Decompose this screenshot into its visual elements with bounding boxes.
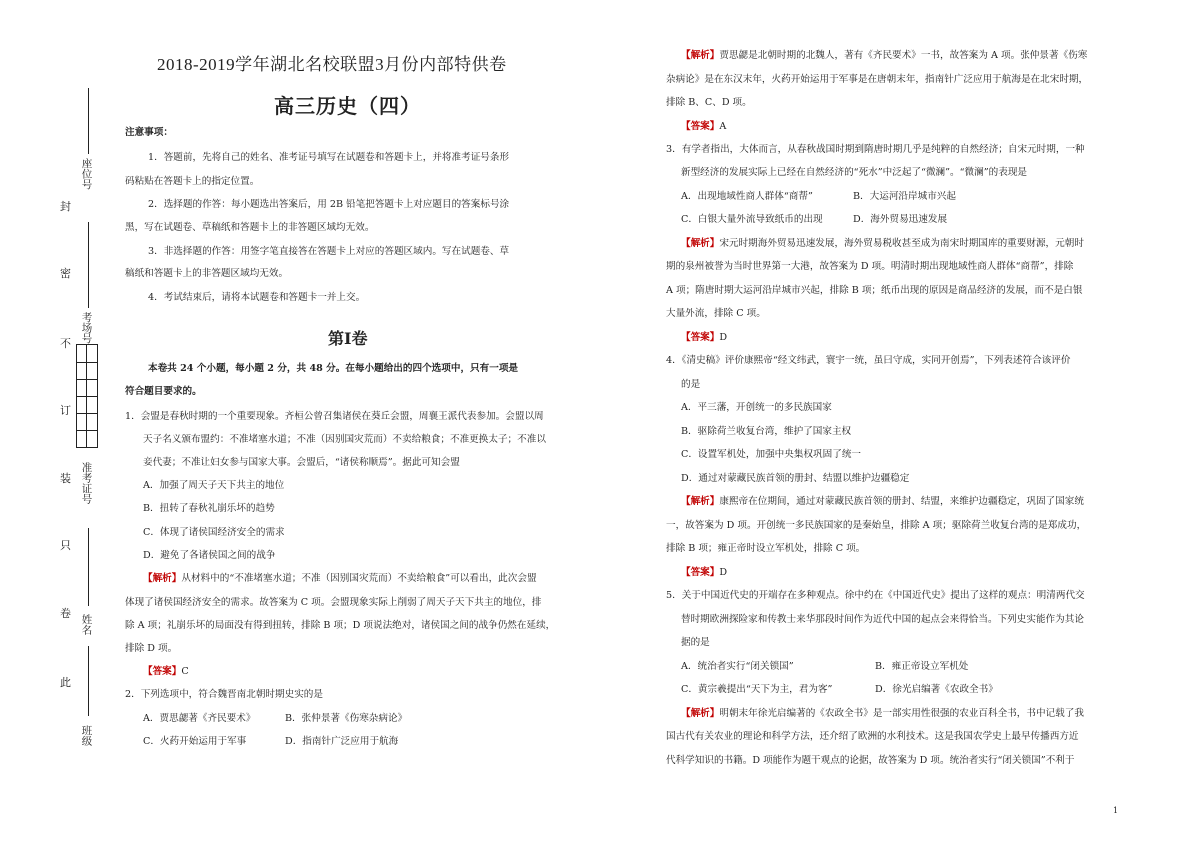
q5-analysis: 代科学知识的书籍。D 项能作为题干观点的论据，故答案为 D 项。统治者实行“闭关锁国”不利于: [666, 755, 1075, 766]
q4-analysis: 【解析】康熙帝在位期间，通过对蒙藏民族首领的册封、结盟，来维护边疆稳定，巩固了国家统: [681, 496, 1084, 507]
q5-analysis: 国古代有关农业的理论和科学方法，还介绍了欧洲的水利技术。这是我国农学史上最早传播西方近: [666, 731, 1079, 742]
notice-heading: 注意事项：: [125, 127, 173, 138]
q4-analysis: 排除 B 项；雍正帝时设立军机处，排除 C 项。: [666, 543, 866, 554]
notice-item: 稿纸和答题卡上的非答题区域均无效。: [125, 268, 289, 279]
q3-stem: 新型经济的发展实际上已经在自然经济的“死水”中泛起了“微澜”。“微澜”的表现是: [681, 167, 1028, 178]
q2-analysis: 杂病论》是在东汉末年，火药开始运用于军事是在唐朝末年，指南针广泛应用于航海是在北宋时期，: [666, 74, 1089, 85]
q5-stem: 据的是: [681, 637, 710, 648]
field-seat-line: [88, 88, 89, 154]
field-exam-room-line: [88, 222, 89, 308]
page-title: 高三历史（四）: [274, 94, 421, 118]
q1-option: D．避免了各诸侯国之间的战争: [143, 550, 276, 561]
notice-item: 4．考试结束后，请将本试题卷和答题卡一并上交。: [148, 292, 366, 303]
q5-stem: 5．关于中国近代史的开端存在多种观点。徐中约在《中国近代史》提出了这样的观点：明清两代交: [666, 590, 1085, 601]
q3-analysis: 【解析】宋元时期海外贸易迅速发展，海外贸易税收甚至成为南宋时期国库的重要财源，元朝时: [681, 238, 1084, 249]
field-name-line: [88, 646, 89, 716]
notice-item: 码粘贴在答题卡上的指定位置。: [125, 176, 260, 187]
q2-option: A．贾思勰著《齐民要术》: [143, 713, 256, 724]
q2-option: B．张仲景著《伤寒杂病论》: [285, 713, 408, 724]
analysis-tag: 【解析】: [143, 573, 182, 584]
answer-tag: 【答案】: [681, 567, 720, 578]
exam-header: 2018-2019学年湖北名校联盟3月份内部特供卷: [157, 55, 507, 74]
q5-option: B．雍正帝设立军机处: [875, 661, 969, 672]
seal-char-juan: 卷: [60, 607, 71, 620]
q4-stem: 4．《清史稿》评价康熙帝“经文纬武，寰宇一统，虽曰守成，实同开创焉”，下列表述符合该评价: [666, 355, 1071, 366]
q2-analysis: 排除 B、C、D 项。: [666, 97, 752, 108]
answer-tag: 【答案】: [681, 332, 720, 343]
analysis-tag: 【解析】: [681, 238, 720, 249]
q2-answer: 【答案】A: [681, 121, 727, 132]
analysis-tag: 【解析】: [681, 496, 720, 507]
seal-char-zhuang: 装: [60, 472, 71, 485]
q5-option: A．统治者实行“闭关锁国”: [681, 661, 794, 672]
notice-item: 2．选择题的作答：每小题选出答案后，用 2B 铅笔把答题卡上对应题目的答案标号涂: [148, 199, 510, 210]
q3-analysis: A 项；隋唐时期大运河沿岸城市兴起，排除 B 项；纸币出现的原因是商品经济的发展，而不是白银: [666, 285, 1083, 296]
notice-item: 3．非选择题的作答：用签字笔直接答在答题卡上对应的答题区域内。写在试题卷、草: [148, 246, 510, 257]
seal-char-zhi: 只: [60, 539, 71, 552]
field-name-label: 姓名: [80, 614, 93, 635]
q1-stem: 妾代妻；不准让妇女参与国家大事。会盟后，“诸侯称顺焉”。据此可知会盟: [143, 457, 460, 468]
field-exam-room-label: 考场号: [80, 312, 93, 344]
answer-tag: 【答案】: [143, 666, 182, 677]
notice-item: 黑，写在试题卷、草稿纸和答题卡上的非答题区域均无效。: [125, 222, 375, 233]
q1-analysis: 除 A 项；礼崩乐坏的局面没有得到扭转，排除 B 项；D 项说法绝对，诸侯国之间的战争仍然在延续，: [125, 620, 556, 631]
q5-analysis: 【解析】明朝末年徐光启编著的《农政全书》是一部实用性很强的农业百科全书，书中记载了我: [681, 708, 1084, 719]
q2-option: D．指南针广泛应用于航海: [285, 736, 399, 747]
seal-char-feng: 封: [60, 200, 71, 213]
q3-option: C．白银大量外流导致纸币的出现: [681, 214, 823, 225]
q3-stem: 3．有学者指出，大体而言，从春秋战国时期到隋唐时期几乎是纯粹的自然经济；自宋元时期，一种: [666, 144, 1085, 155]
seal-char-ding: 订: [60, 404, 71, 417]
q4-option: D．通过对蒙藏民族首领的册封、结盟以维护边疆稳定: [681, 473, 910, 484]
q5-stem: 替时期欧洲探险家和传教士来华那段时间作为近代中国的起点会来得恰当。下列史实能作为其论: [681, 614, 1084, 625]
field-admission-no-label: 准考证号: [80, 462, 93, 504]
field-seat-label: 座位号: [80, 158, 93, 190]
q4-option: B．驱除荷兰收复台湾，维护了国家主权: [681, 426, 852, 437]
q4-stem: 的是: [681, 379, 701, 390]
q5-option: C．黄宗羲提出“天下为主，君为客”: [681, 684, 833, 695]
q3-answer: 【答案】D: [681, 332, 728, 343]
analysis-tag: 【解析】: [681, 50, 720, 61]
q3-analysis: 大量外流，排除 C 项。: [666, 308, 766, 319]
q4-answer: 【答案】D: [681, 567, 728, 578]
number-boxes: [76, 344, 98, 448]
q1-analysis: 排除 D 项。: [125, 643, 178, 654]
field-admission-no-line: [88, 528, 89, 606]
q2-option: C．火药开始运用于军事: [143, 736, 247, 747]
q1-analysis: 体现了诸侯国经济安全的需求。故答案为 C 项。会盟现象实际上削弱了周天子天下共主的地位，排: [125, 597, 542, 608]
notice-item: 1．答题前，先将自己的姓名、准考证号填写在试题卷和答题卡上，并将准考证号条形: [148, 152, 510, 163]
answer-tag: 【答案】: [681, 121, 720, 132]
q1-stem: 1．会盟是春秋时期的一个重要现象。齐桓公曾召集诸侯在葵丘会盟，周襄王派代表参加。会盟以周: [125, 411, 544, 422]
q3-option: B．大运河沿岸城市兴起: [853, 191, 956, 202]
q4-option: A．平三藩，开创统一的多民族国家: [681, 402, 832, 413]
seal-char-bu: 不: [60, 337, 71, 350]
q1-option: B．扭转了春秋礼崩乐坏的趋势: [143, 503, 275, 514]
q5-option: D．徐光启编著《农政全书》: [875, 684, 998, 695]
field-class-label: 班级: [80, 725, 93, 746]
q1-option: C．体现了诸侯国经济安全的需求: [143, 527, 285, 538]
q3-option: D．海外贸易迅速发展: [853, 214, 948, 225]
section-intro: 符合题目要求的。: [125, 386, 202, 397]
q4-option: C．设置军机处，加强中央集权巩固了统一: [681, 449, 862, 460]
analysis-tag: 【解析】: [681, 708, 720, 719]
section-intro: 本卷共 24 个小题，每小题 2 分，共 48 分。在每小题给出的四个选项中，只有一项是: [148, 363, 519, 374]
q1-option: A．加强了周天子天下共主的地位: [143, 480, 285, 491]
q2-analysis: 【解析】贾思勰是北朝时期的北魏人，著有《齐民要术》一书，故答案为 A 项。张仲景著《伤寒: [681, 50, 1088, 61]
q2-stem: 2．下列选项中，符合魏晋南北朝时期史实的是: [125, 689, 323, 700]
q1-stem: 天子名义颁布盟约：不准堵塞水道；不准（因别国灾荒而）不卖给粮食；不准更换太子；不准以: [143, 434, 546, 445]
section-title: 第Ⅰ卷: [328, 329, 368, 348]
q1-answer: 【答案】C: [143, 666, 189, 677]
seal-char-ci: 此: [60, 676, 71, 689]
page-number: 1: [1113, 806, 1119, 815]
q3-option: A．出现地域性商人群体“商帮”: [681, 191, 813, 202]
q3-analysis: 期的泉州被誉为当时世界第一大港，故答案为 D 项。明清时期出现地域性商人群体“商帮”，排除: [666, 261, 1074, 272]
q1-analysis: 【解析】从材料中的“不准堵塞水道；不准（因别国灾荒而）不卖给粮食”可以看出，此次会盟: [143, 573, 537, 584]
q4-analysis: 一，故答案为 D 项。开创统一多民族国家的是秦始皇，排除 A 项；驱除荷兰收复台湾的是郑成功，: [666, 520, 1087, 531]
seal-char-mi: 密: [60, 267, 71, 280]
